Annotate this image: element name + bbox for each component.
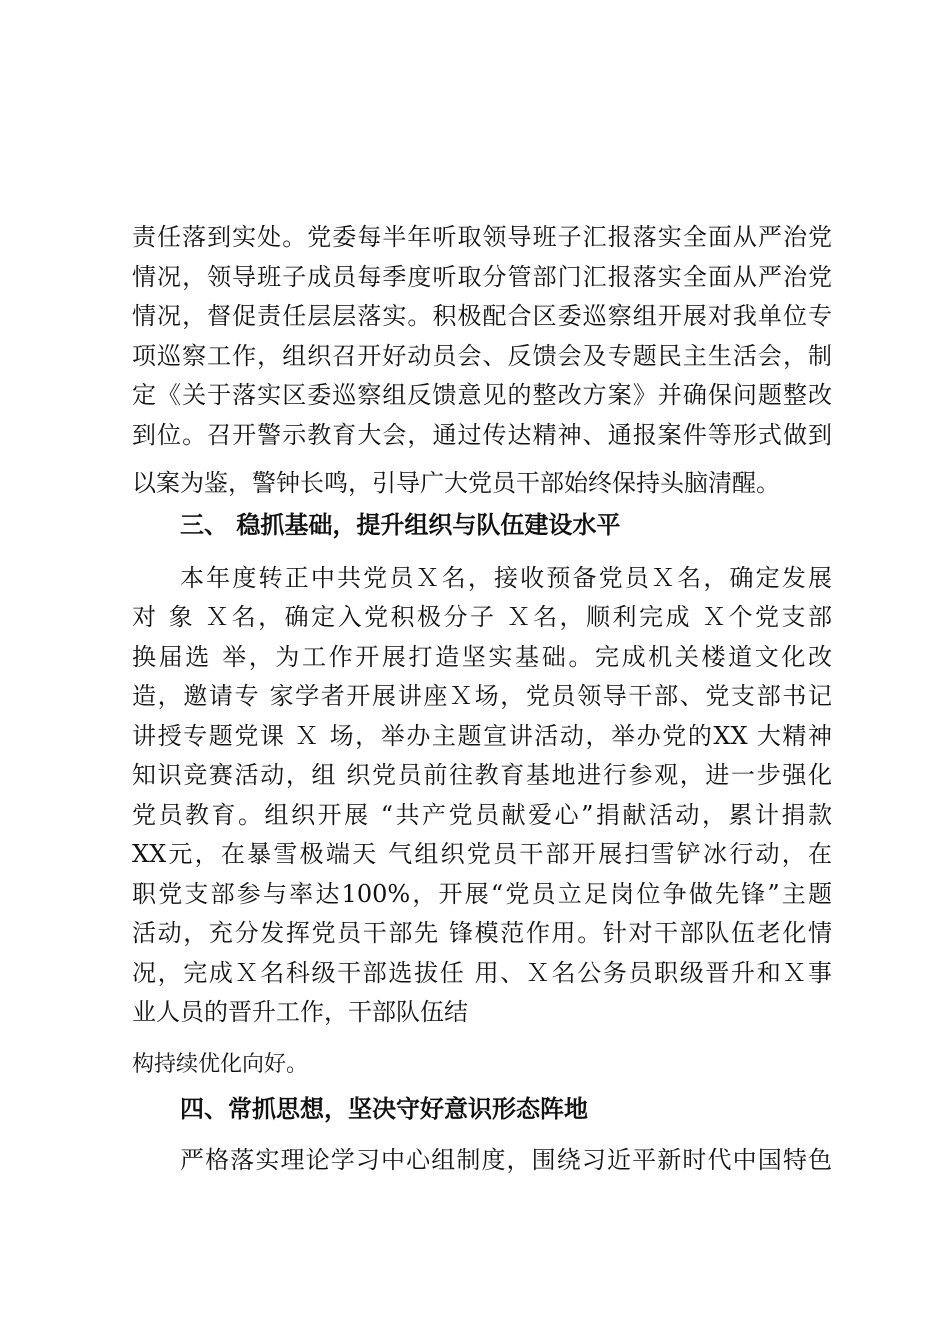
paragraph-line: 情况，领导班子成员每季度听取分管部门汇报落实全面从严治党 xyxy=(132,263,832,291)
paragraph-line: 定《关于落实区委巡察组反馈意见的整改方案》并确保问题整改 xyxy=(132,381,832,409)
paragraph-line: 造，邀请专 家学者开展讲座Ｘ场，党员领导干部、党支部书记 xyxy=(132,682,832,710)
paragraph-line: 以案为鉴，警钟长鸣，引导广大党员干部始终保持头脑清醒。 xyxy=(132,469,780,497)
paragraph-line: 活动，充分发挥党员干部先 锋模范作用。针对干部队伍老化情 xyxy=(132,919,832,947)
paragraph-line: 严格落实理论学习中心组制度，围绕习近平新时代中国特色 xyxy=(180,1146,832,1174)
paragraph-line: 情况，督促责任层层落实。积极配合区委巡察组开展对我单位专 xyxy=(132,302,832,330)
paragraph-line: 换届选 举，为工作开展打造坚实基础。完成机关楼道文化改 xyxy=(132,643,832,671)
paragraph-line: 项巡察工作，组织召开好动员会、反馈会及专题民主生活会，制 xyxy=(132,342,832,370)
paragraph-line: 党员教育。组织开展 “共产党员献爱心”捐献活动，累计捐款 xyxy=(132,801,832,829)
paragraph-line: 对 象 Ｘ名，确定入党积极分子 Ｘ名，顺利完成 Ｘ个党支部 xyxy=(132,603,832,631)
paragraph-line: 到位。召开警示教育大会，通过传达精神、通报案件等形式做到 xyxy=(132,421,832,449)
paragraph-line: 知识竞赛活动，组 织党员前往教育基地进行参观，进一步强化 xyxy=(132,761,832,789)
section-heading-3: 三、 稳抓基础，提升组织与队伍建设水平 xyxy=(180,511,621,539)
paragraph-line: 责任落到实处。党委每半年听取领导班子汇报落实全面从严治党 xyxy=(132,223,832,251)
section-heading-4: 四、常抓思想，坚决守好意识形态阵地 xyxy=(180,1095,588,1123)
paragraph-line: XX元，在暴雪极端天 气组织党员干部开展扫雪铲冰行动，在 xyxy=(132,840,832,868)
paragraph-line: 况，完成Ｘ名科级干部选拔任 用、Ｘ名公务员职级晋升和Ｘ事 xyxy=(132,959,832,987)
paragraph-line: 讲授专题党课 Ｘ 场，举办主题宣讲活动，举办党的XX 大精神 xyxy=(132,722,832,750)
paragraph-line: 本年度转正中共党员Ｘ名，接收预备党员Ｘ名，确定发展 xyxy=(180,564,832,592)
paragraph-line: 职党支部参与率达100%，开展“党员立足岗位争做先锋”主题 xyxy=(132,880,832,908)
paragraph-line: 业人员的晋升工作，干部队伍结 xyxy=(132,998,468,1026)
paragraph-line: 构持续优化向好。 xyxy=(132,1052,309,1077)
